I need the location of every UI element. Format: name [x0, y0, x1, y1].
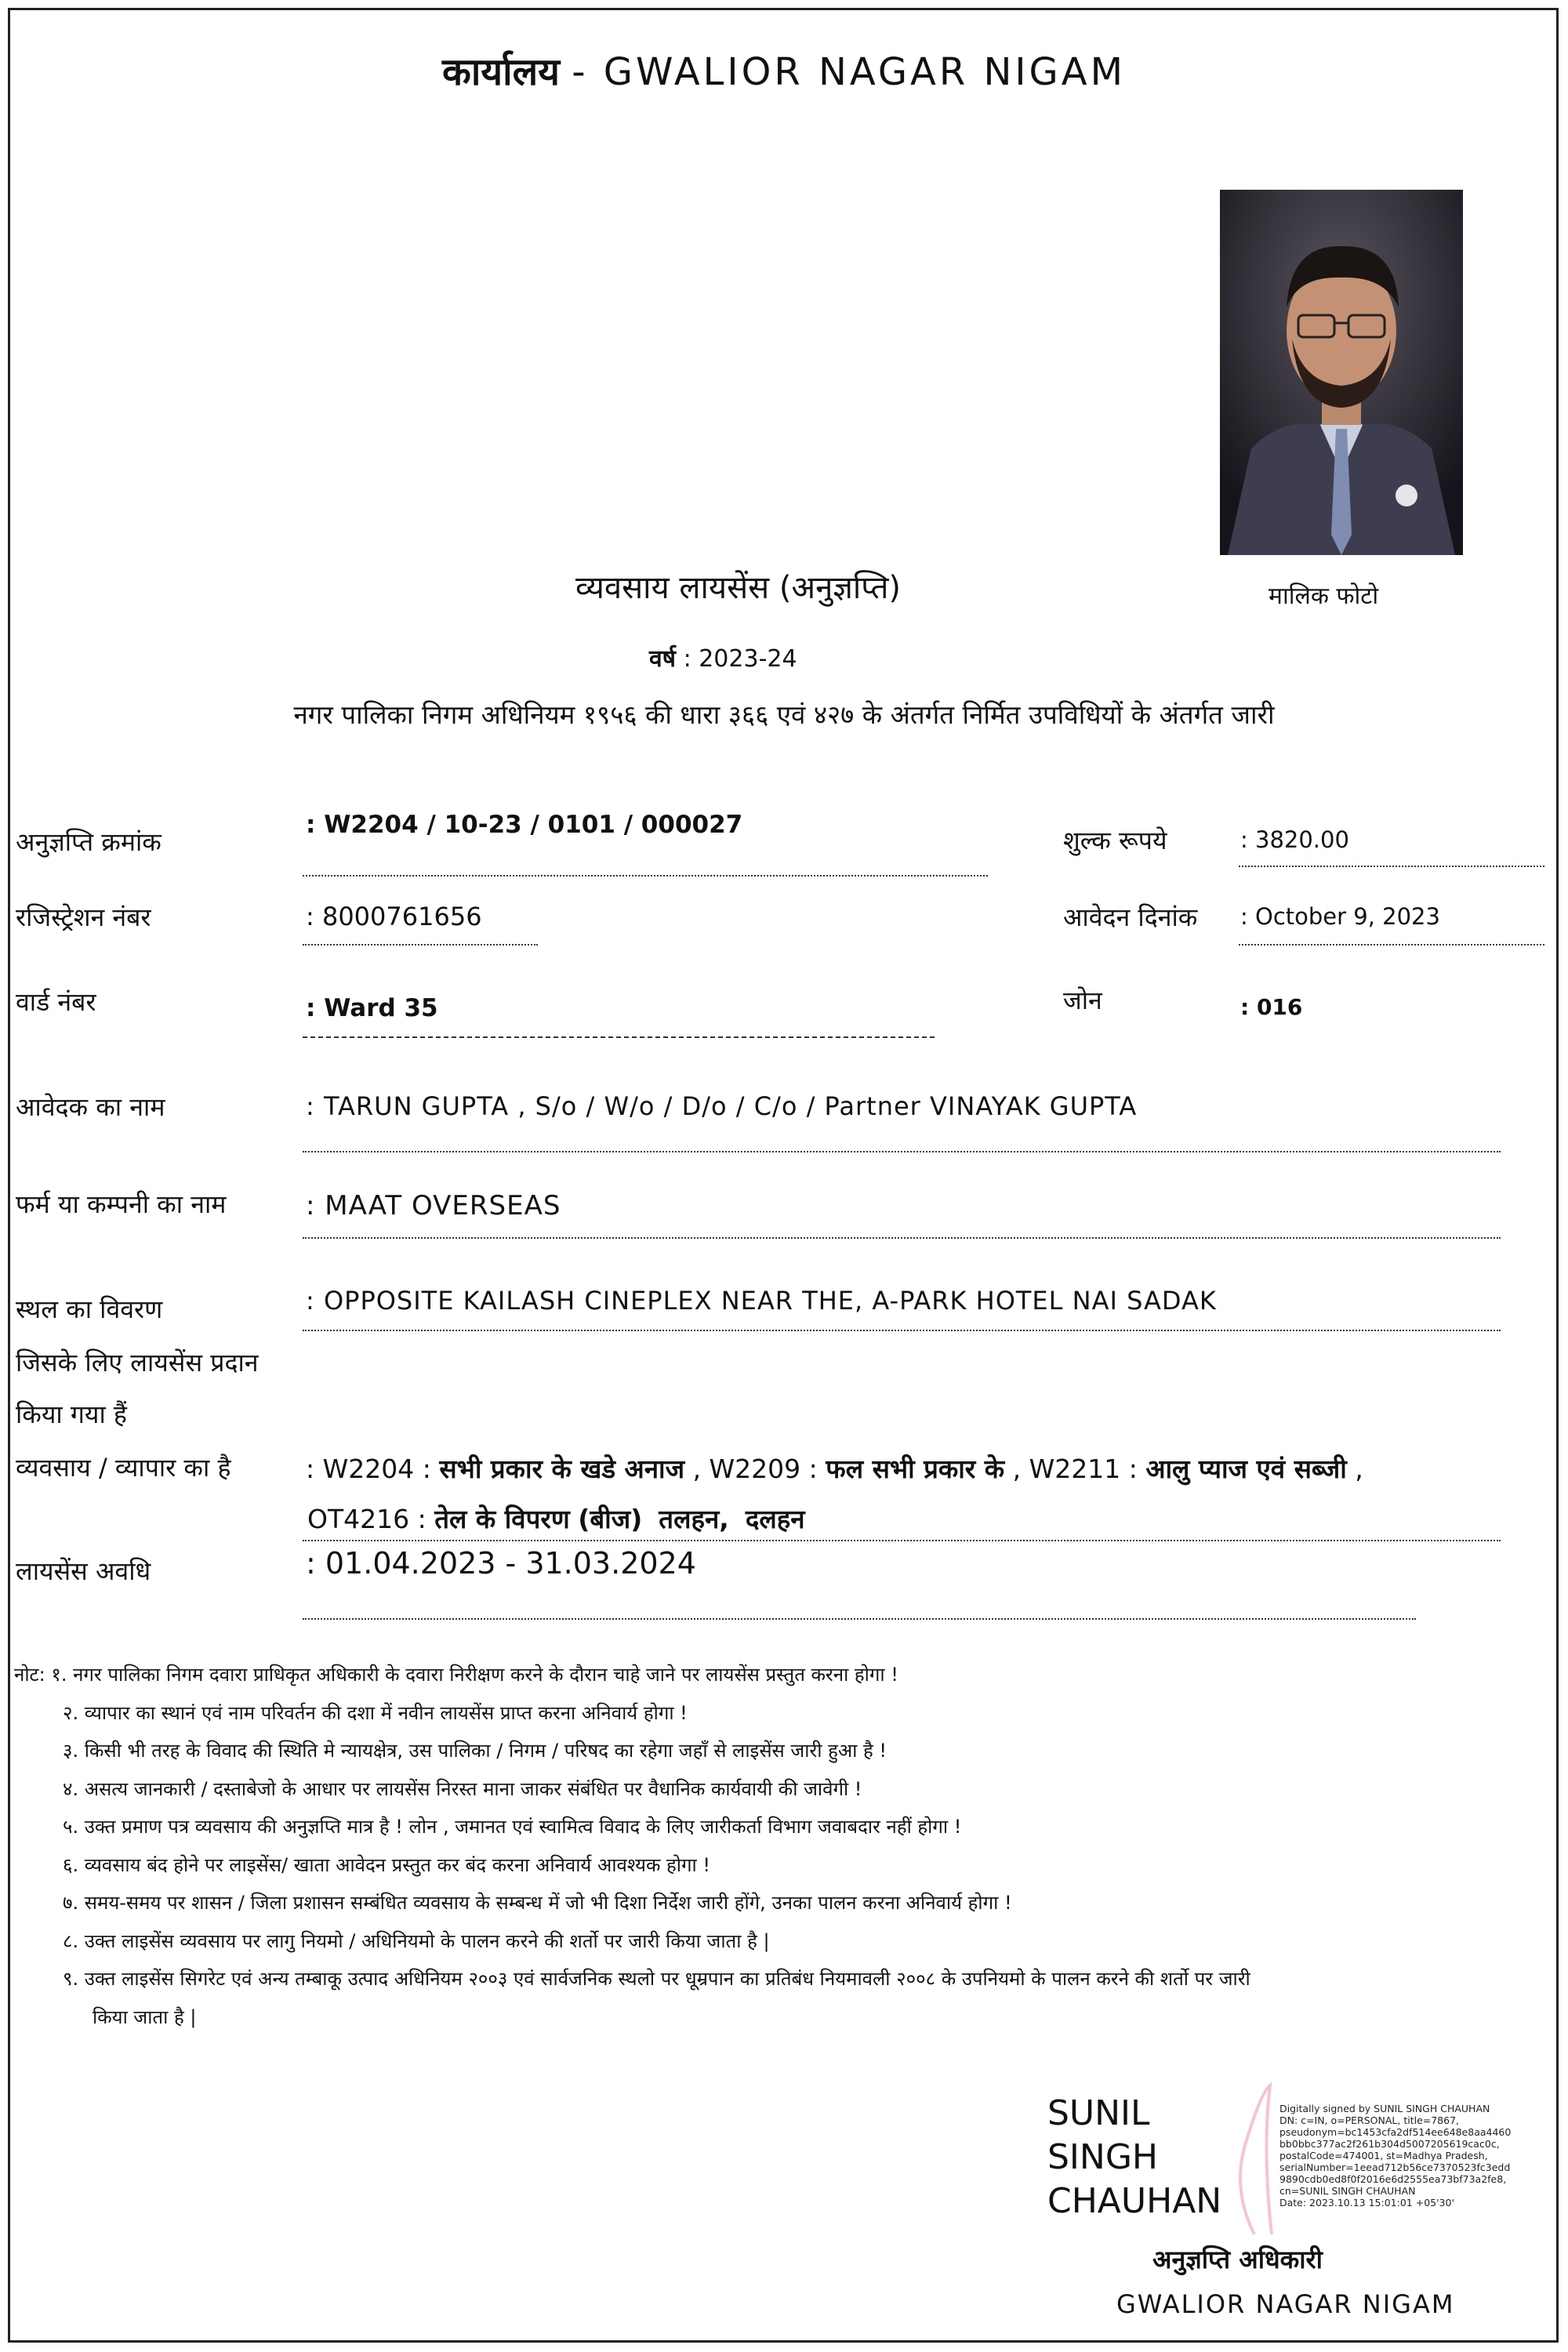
note-line: ९. उक्त लाइसेंस सिगरेट एवं अन्य तम्बाकू उत्पाद अधिनियम २००३ एवं सार्वजनिक स्थलो पर धूम्रपान का प्रतिबंध नियमावली २००८ के उपनियमो के पालन करने की शर्तो पर जारी	[63, 1968, 1250, 1990]
signer-name-line-3: CHAUHAN	[1047, 2181, 1222, 2221]
act-reference: नगर पालिका निगम अधिनियम १९५६ की धारा ३६६ एवं ४२७ के अंतर्गत निर्मित उपविधियों के अंतर्गत जारी	[293, 699, 1275, 730]
issuing-office: GWALIOR NAGAR NIGAM	[1116, 2289, 1455, 2319]
license-year	[649, 641, 797, 673]
signer-name-line-2: SINGH	[1047, 2137, 1159, 2177]
note-line: २. व्यापार का स्थानं एवं नाम परिवर्तन की दशा में नवीन लायसेंस प्राप्त करना अनिवार्य होगा !	[63, 1701, 688, 1724]
zone-value: : 016	[1240, 994, 1303, 1020]
note-line: ६. व्यवसाय बंद होने पर लाइसेंस/ खाता आवेदन प्रस्तुत कर बंद करना अनिवार्य आवश्यक होगा !	[63, 1853, 710, 1876]
place-label-line-3: किया गया हैं	[16, 1399, 127, 1429]
note-line: किया जाता है |	[93, 2005, 197, 2028]
applicant-underline	[303, 1151, 1501, 1152]
signature-detail-line: serialNumber=1eead712b56ce7370523fc3edd	[1279, 2161, 1511, 2173]
fee-label: शुल्क रूपये	[1063, 826, 1167, 855]
notes	[14, 1656, 1250, 2036]
ward-underline	[303, 1036, 935, 1038]
year-value: : 2023-24	[683, 645, 797, 673]
signer-name	[1047, 2092, 1283, 2223]
business-line-1	[306, 1450, 1363, 1486]
validity-value: : 01.04.2023 - 31.03.2024	[306, 1546, 696, 1581]
officer-title: अनुज्ञप्ति अधिकारी	[1152, 2245, 1323, 2274]
ward-value: : Ward 35	[306, 994, 438, 1022]
signature-detail-line: pseudonym=bc1453cfa2df514ee648e8aa4460	[1279, 2126, 1512, 2138]
signature-detail-line: Digitally signed by SUNIL SINGH CHAUHAN	[1279, 2103, 1490, 2114]
license-number-value: : W2204 / 10-23 / 0101 / 000027	[306, 811, 743, 839]
business-name-ot4216-a: तेल के विपरण	[434, 1504, 570, 1534]
license-number-label: अनुज्ञप्ति क्रमांक	[16, 827, 162, 857]
business-line-1-end: ,	[1355, 1454, 1363, 1484]
business-name-w2204: सभी प्रकार के खडे अनाज	[439, 1454, 685, 1484]
registration-label: रजिस्ट्रेशन नंबर	[16, 902, 151, 932]
application-date-underline	[1239, 944, 1544, 946]
document-title: व्यवसाय लायसेंस (अनुज्ञप्ति)	[575, 570, 902, 606]
place-label-line-1: स्थल का विवरण	[16, 1294, 163, 1324]
signature-detail-line: cn=SUNIL SINGH CHAUHAN	[1279, 2185, 1416, 2197]
signature-detail-line: 9890cdb0ed8f0f2016e6d2555ea73bf73a2fe8,	[1279, 2173, 1507, 2185]
applicant-label: आवेदक का नाम	[16, 1092, 165, 1122]
license-number-underline	[303, 875, 988, 877]
business-underline	[303, 1540, 1501, 1541]
business-code-w2204: : W2204 :	[306, 1454, 431, 1484]
business-code-ot4216: OT4216 :	[307, 1504, 426, 1534]
firm-label: फर्म या कम्पनी का नाम	[16, 1189, 227, 1219]
place-value: : OPPOSITE KAILASH CINEPLEX NEAR THE, A-PARK HOTEL NAI SADAK	[306, 1286, 1217, 1316]
business-name-ot4216-c: तलहन,	[659, 1504, 729, 1534]
validity-label: लायसेंस अवधि	[16, 1556, 151, 1586]
registration-value: : 8000761656	[306, 902, 482, 931]
office-title-hindi: कार्यालय	[442, 50, 560, 94]
note-line: ३. किसी भी तरह के विवाद की स्थिति मे न्यायक्षेत्र, उस पालिका / निगम / परिषद का रहेगा जहाँ से लाइसेंस जारी हुआ है !	[63, 1740, 887, 1762]
owner-photo	[1220, 190, 1463, 555]
photo-caption: मालिक फोटो	[1269, 583, 1379, 610]
business-name-w2211: आलु प्याज एवं सब्जी	[1145, 1454, 1347, 1484]
validity-underline	[303, 1618, 1416, 1620]
office-title-english: - GWALIOR NAGAR NIGAM	[572, 50, 1126, 94]
business-code-w2209: , W2209 :	[692, 1454, 818, 1484]
place-underline	[303, 1330, 1501, 1331]
business-name-ot4216-d: दलहन	[745, 1504, 805, 1534]
fee-underline	[1239, 866, 1544, 867]
year-label: वर्ष	[649, 645, 677, 673]
business-name-w2209: फल सभी प्रकार के	[826, 1454, 1005, 1484]
note-line: ७. समय-समय पर शासन / जिला प्रशासन सम्बंधित व्यवसाय के सम्बन्ध में जो भी दिशा निर्देश जारी होंगे, उनका पालन करना अनिवार्य होगा !	[63, 1892, 1012, 1914]
business-name-ot4216-b: (बीज)	[578, 1504, 643, 1534]
firm-value: : MAAT OVERSEAS	[306, 1190, 561, 1221]
zone-label: जोन	[1063, 985, 1102, 1015]
place-label-line-2: जिसके लिए लायसेंस प्रदान	[16, 1348, 259, 1377]
signature-detail-line: Date: 2023.10.13 15:01:01 +05'30'	[1279, 2197, 1454, 2209]
firm-underline	[303, 1237, 1501, 1239]
application-date-value: : October 9, 2023	[1240, 903, 1440, 930]
signature-detail-line: bb0bbc377ac2f261b304d5007205619cac0c,	[1279, 2138, 1500, 2150]
fee-value: : 3820.00	[1240, 826, 1349, 853]
signature-detail-line: postalCode=474001, st=Madhya Pradesh,	[1279, 2150, 1488, 2161]
signature-detail-line: DN: c=IN, o=PERSONAL, title=7867,	[1279, 2114, 1460, 2126]
application-date-label: आवेदन दिनांक	[1063, 902, 1198, 932]
digital-signature-details	[1279, 2103, 1511, 2209]
signer-name-line-1: SUNIL	[1047, 2093, 1150, 2133]
ward-label: वार्ड नंबर	[16, 987, 96, 1017]
note-line: नोट: १. नगर पालिका निगम दवारा प्राधिकृत अधिकारी के दवारा निरीक्षण करने के दौरान चाहे जाने पर लायसेंस प्रस्तुत करना होगा !	[14, 1664, 898, 1686]
business-label: व्यवसाय / व्यापार का है	[16, 1453, 231, 1483]
business-line-2	[307, 1501, 805, 1536]
office-title	[0, 45, 1568, 96]
note-line: ४. असत्य जानकारी / दस्ताबेजो के आधार पर लायसेंस निरस्त माना जाकर संबंधित पर वैधानिक कार्यवायी की जावेगी !	[63, 1777, 862, 1800]
note-line: ८. उक्त लाइसेंस व्यवसाय पर लागु नियमो / अधिनियमो के पालन करने की शर्तो पर जारी किया जाता है |	[63, 1929, 770, 1952]
registration-underline	[303, 944, 538, 946]
applicant-value: : TARUN GUPTA , S/o / W/o / D/o / C/o / Partner VINAYAK GUPTA	[306, 1091, 1138, 1121]
note-line: ५. उक्त प्रमाण पत्र व्यवसाय की अनुज्ञप्ति मात्र है ! लोन , जमानत एवं स्वामित्व विवाद के लिए जारीकर्ता विभाग जवाबदार नहीं होगा !	[63, 1816, 962, 1838]
owner-portrait-image	[1220, 190, 1463, 555]
business-code-w2211: , W2211 :	[1012, 1454, 1138, 1484]
